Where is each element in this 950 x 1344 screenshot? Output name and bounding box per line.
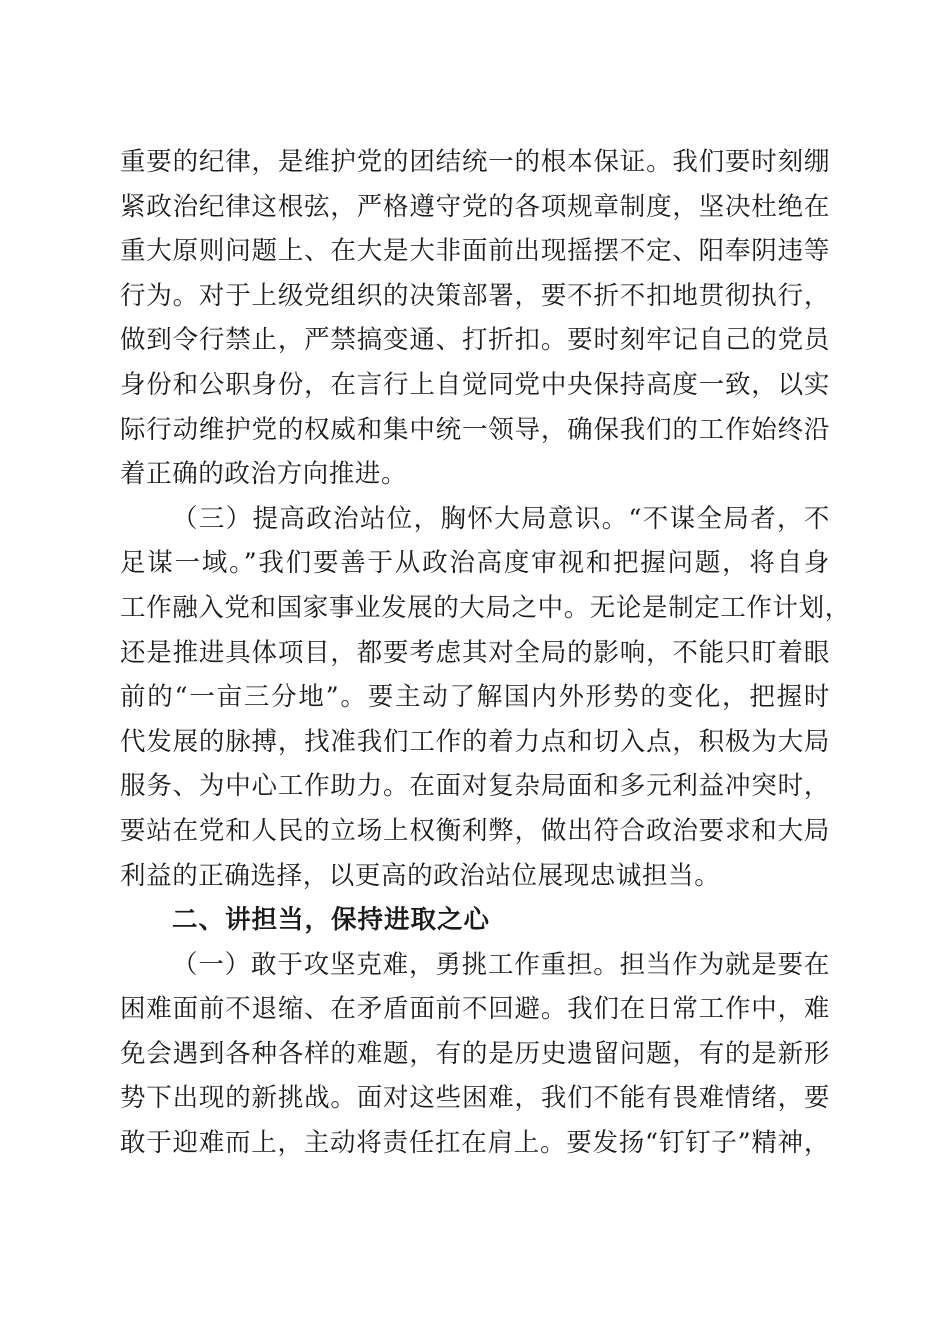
text-line: 前的“一亩三分地”。要主动了解国内外形势的变化，把握时 [120, 682, 830, 713]
document-body [120, 140, 851, 1166]
text-line: 紧政治纪律这根弦，严格遵守党的各项规章制度，坚决杜绝在 [120, 191, 830, 222]
text-line: 着正确的政治方向推进。 [120, 459, 408, 490]
text-line: 做到令行禁止，严禁搞变通、打折扣。要时刻牢记自己的党员 [120, 325, 830, 356]
text-line: 困难面前不退缩、在矛盾面前不回避。我们在日常工作中，难 [120, 994, 830, 1025]
text-line: 敢于迎难而上，主动将责任扛在肩上。要发扬“钉钉子”精神， [120, 1128, 830, 1159]
section-subheading-line: （三）提高政治站位，胸怀大局意识。“不谋全局者，不 [172, 503, 830, 534]
text-line: 重大原则问题上、在大是大非面前出现摇摆不定、阳奉阴违等 [120, 236, 830, 267]
text-line: 势下出现的新挑战。面对这些困难，我们不能有畏难情绪，要 [120, 1083, 830, 1114]
section-subheading-line: （一）敢于攻坚克难，勇挑工作重担。担当作为就是要在 [172, 949, 830, 980]
section-heading: 二、讲担当，保持进取之心 [172, 905, 491, 936]
text-line: 身份和公职身份，在言行上自觉同党中央保持高度一致，以实 [120, 369, 830, 400]
text-line: 要站在党和人民的立场上权衡利弊，做出符合政治要求和大局 [120, 815, 830, 846]
text-line: 免会遇到各种各样的难题，有的是历史遗留问题，有的是新形 [120, 1038, 830, 1069]
text-line: 工作融入党和国家事业发展的大局之中。无论是制定工作计划， [120, 592, 851, 623]
text-line: 足谋一域。”我们要善于从政治高度审视和把握问题，将自身 [120, 548, 830, 579]
text-line: 服务、为中心工作助力。在面对复杂局面和多元利益冲突时， [120, 771, 830, 802]
text-line: 行为。对于上级党组织的决策部署，要不折不扣地贯彻执行， [120, 280, 830, 311]
text-line: 代发展的脉搏，找准我们工作的着力点和切入点，积极为大局 [120, 726, 830, 757]
text-line: 重要的纪律，是维护党的团结统一的根本保证。我们要时刻绷 [120, 147, 830, 177]
text-line: 际行动维护党的权威和集中统一领导，确保我们的工作始终沿 [120, 414, 830, 445]
text-line: 还是推进具体项目，都要考虑其对全局的影响，不能只盯着眼 [120, 637, 830, 668]
text-line: 利益的正确选择，以更高的政治站位展现忠诚担当。 [120, 860, 721, 891]
